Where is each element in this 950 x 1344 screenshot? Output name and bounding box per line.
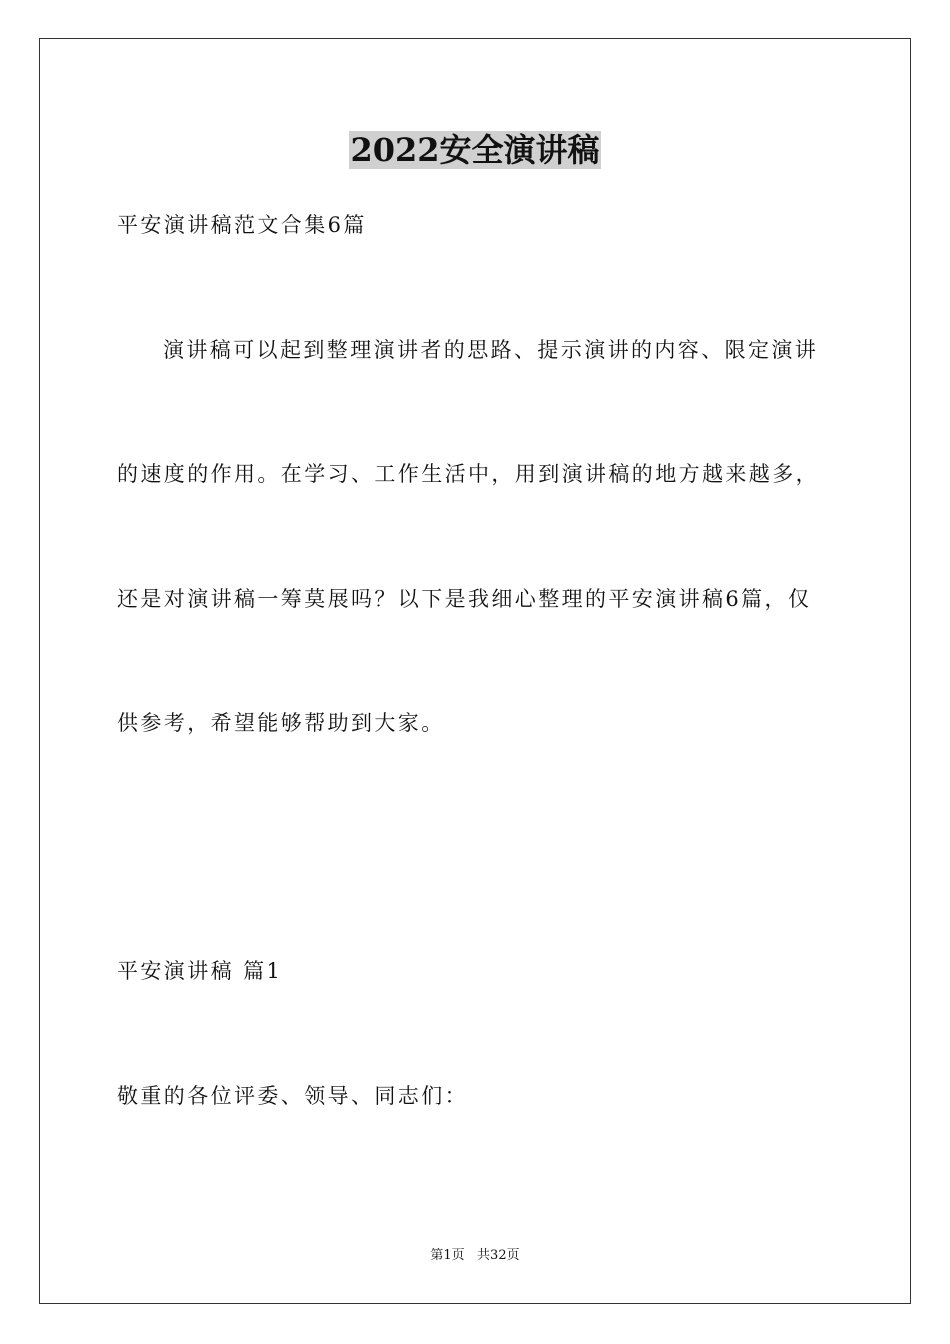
document-title-text: 2022安全演讲稿 <box>350 131 600 169</box>
intro-paragraph-line-1: 演讲稿可以起到整理演讲者的思路、提示演讲的内容、限定演讲 <box>163 338 819 362</box>
document-title <box>0 128 950 172</box>
intro-paragraph-line-2: 的速度的作用。在学习、工作生活中，用到演讲稿的地方越来越多， <box>117 462 819 486</box>
salutation: 敬重的各位评委、领导、同志们： <box>117 1084 468 1108</box>
intro-paragraph-line-3: 还是对演讲稿一筹莫展吗？以下是我细心整理的平安演讲稿6篇，仅 <box>117 587 812 611</box>
section-heading: 平安演讲稿 篇1 <box>117 959 283 983</box>
document-subtitle: 平安演讲稿范文合集6篇 <box>117 213 367 237</box>
page-footer: 第1页 共32页 <box>430 1248 520 1263</box>
intro-paragraph-line-4: 供参考，希望能够帮助到大家。 <box>117 711 445 735</box>
